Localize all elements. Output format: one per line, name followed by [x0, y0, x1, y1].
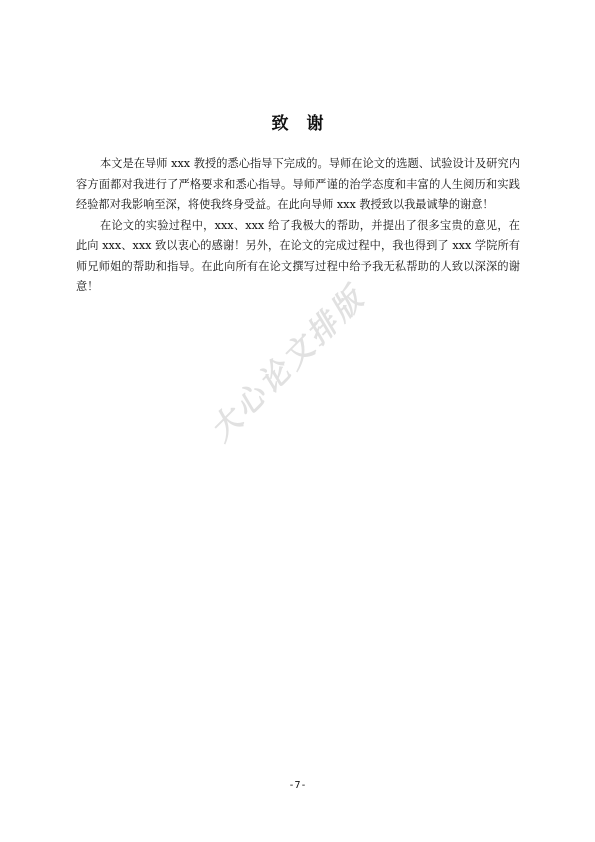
- paragraph-1: 本文是在导师 xxx 教授的悉心指导下完成的。导师在论文的选题、试验设计及研究内容方面都对我进行了严格要求和悉心指导。导师严谨的治学态度和丰富的人生阅历和实践经验都对我影响至深，将使我终身受益。在此向导师 xxx 教授致以我最诚挚的谢意！: [76, 157, 520, 211]
- body-text: [76, 154, 520, 298]
- page-title: 致谢: [271, 114, 342, 134]
- paragraph-2: 在论文的实验过程中，xxx、xxx 给了我极大的帮助，并提出了很多宝贵的意见，在此向 xxx、xxx 致以衷心的感谢！另外，在论文的完成过程中，我也得到了 xxx 学院所有师兄师姐的帮助和指导。在此向所有在论文撰写过程中给予我无私帮助的人致以深深的谢意！: [76, 218, 520, 293]
- watermark: 大心论文排版: [203, 279, 373, 449]
- page-number: -7-: [288, 780, 307, 791]
